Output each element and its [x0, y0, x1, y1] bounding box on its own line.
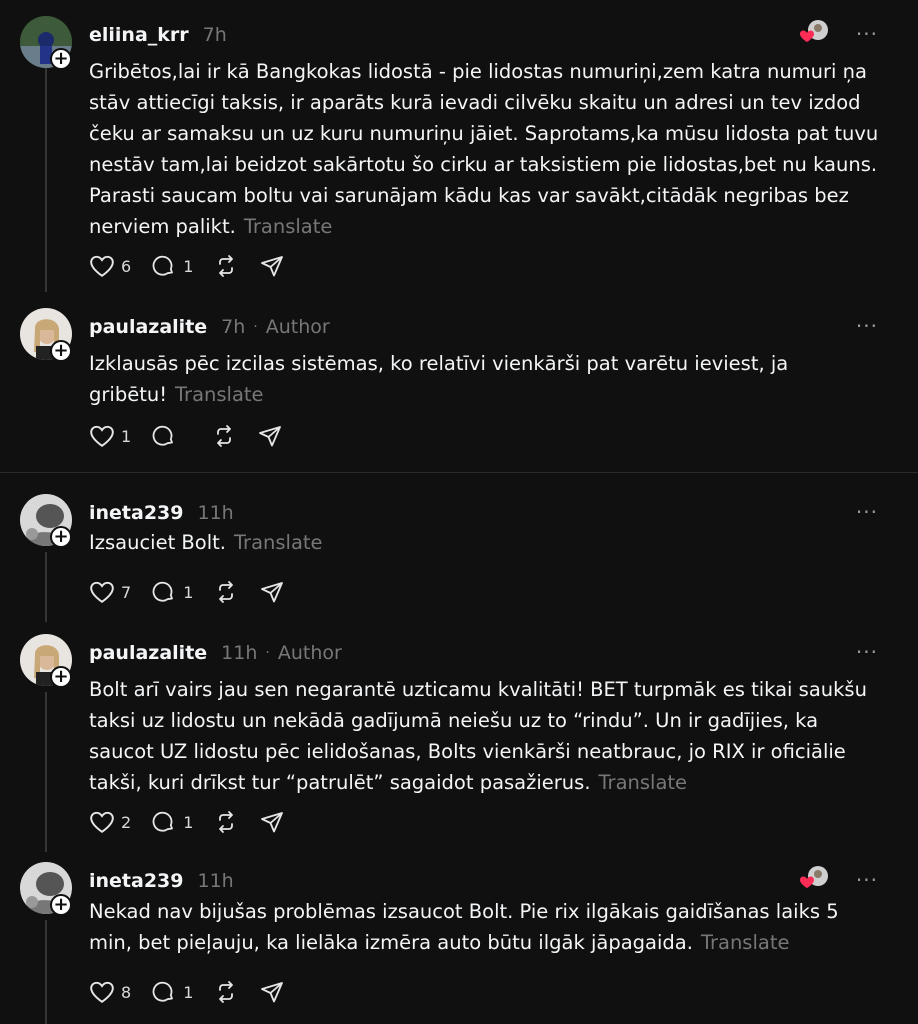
- send-icon: [259, 580, 285, 604]
- heart-icon: [89, 810, 115, 834]
- reply-button[interactable]: [151, 424, 191, 448]
- post-item: [0, 634, 918, 854]
- author-label: Author: [265, 316, 330, 338]
- timestamp[interactable]: 7h: [202, 24, 227, 46]
- repost-icon: [213, 254, 239, 278]
- repost-icon: [213, 810, 239, 834]
- thread-divider: [0, 472, 918, 473]
- separator-dot: ·: [265, 645, 270, 661]
- like-button[interactable]: [89, 810, 131, 834]
- reply-count: 1: [183, 812, 194, 832]
- post-body: Izsauciet Bolt.: [89, 531, 227, 554]
- heart-icon: [89, 254, 115, 278]
- reply-icon: [151, 580, 177, 604]
- translate-link[interactable]: Translate: [175, 383, 264, 406]
- like-button[interactable]: [89, 580, 131, 604]
- follow-plus-button[interactable]: +: [50, 340, 72, 362]
- like-button[interactable]: [89, 254, 131, 278]
- reply-icon: [151, 980, 177, 1004]
- username[interactable]: eliina_krr: [89, 24, 189, 46]
- like-count: 2: [121, 812, 132, 832]
- share-button[interactable]: [259, 254, 285, 278]
- post-body: Izklausās pēc izcilas sistēmas, ko relatīvi vienkārši pat varētu ieviest, ja gribētu!: [89, 352, 789, 406]
- reply-icon: [151, 424, 177, 448]
- repost-icon: [213, 980, 239, 1004]
- follow-plus-button[interactable]: +: [50, 48, 72, 70]
- author-liked-badge: [796, 18, 830, 46]
- follow-plus-button[interactable]: +: [50, 666, 72, 688]
- repost-button[interactable]: [213, 810, 239, 834]
- username[interactable]: paulazalite: [89, 316, 208, 338]
- username[interactable]: ineta239: [89, 870, 184, 892]
- like-button[interactable]: [89, 980, 131, 1004]
- reply-button[interactable]: [151, 580, 193, 604]
- share-button[interactable]: [259, 580, 285, 604]
- reply-count: 1: [183, 582, 194, 602]
- like-count: 1: [121, 426, 132, 446]
- post-text: [89, 527, 879, 558]
- post-item: [0, 494, 918, 614]
- timestamp[interactable]: 11h: [197, 870, 234, 892]
- repost-button[interactable]: [213, 980, 239, 1004]
- repost-icon: [213, 580, 239, 604]
- translate-link[interactable]: Translate: [234, 531, 323, 554]
- reply-button[interactable]: [151, 810, 193, 834]
- repost-button[interactable]: [213, 580, 239, 604]
- post-text: [89, 56, 879, 242]
- send-icon: [259, 980, 285, 1004]
- reply-button[interactable]: [151, 254, 193, 278]
- timestamp[interactable]: 7h: [221, 316, 246, 338]
- post-text: [89, 896, 879, 958]
- send-icon: [259, 810, 285, 834]
- more-options-icon[interactable]: ···: [855, 500, 878, 524]
- post-text: [89, 348, 879, 410]
- share-button[interactable]: [257, 424, 283, 448]
- post-item: [0, 16, 918, 296]
- follow-plus-button[interactable]: +: [50, 526, 72, 548]
- repost-button[interactable]: [213, 254, 239, 278]
- like-count: 7: [121, 582, 132, 602]
- post-body: Bolt arī vairs jau sen negarantē uzticamu kvalitāti! BET turpmāk es tikai saukšu taksi uz lidostu un nekādā gadījumā neiešu uz to “rindu”. Un ir gadījies, ka saucot UZ lidostu pēc ielidošanas, Bolts vienkārši neatbrauc, jo RIX ir oficiālie takši, kuri drīkst tur “patrulēt” sagaidot pasažierus.: [89, 678, 867, 794]
- reply-icon: [151, 810, 177, 834]
- author-liked-badge: [796, 864, 830, 892]
- separator-dot: ·: [253, 319, 258, 335]
- username[interactable]: paulazalite: [89, 642, 208, 664]
- post-item: [0, 862, 918, 1022]
- reply-icon: [151, 254, 177, 278]
- repost-icon: [211, 424, 237, 448]
- send-icon: [259, 254, 285, 278]
- like-button[interactable]: [89, 424, 131, 448]
- post-item: [0, 308, 918, 468]
- more-options-icon[interactable]: ···: [855, 640, 878, 664]
- reply-count: 1: [183, 256, 194, 276]
- reply-button[interactable]: [151, 980, 193, 1004]
- like-count: 8: [121, 982, 132, 1002]
- follow-plus-button[interactable]: +: [50, 894, 72, 916]
- more-options-icon[interactable]: ···: [855, 22, 878, 46]
- like-count: 6: [121, 256, 132, 276]
- heart-icon: [89, 980, 115, 1004]
- username[interactable]: ineta239: [89, 502, 184, 524]
- translate-link[interactable]: Translate: [598, 771, 688, 794]
- translate-link[interactable]: Translate: [243, 215, 333, 238]
- share-button[interactable]: [259, 810, 285, 834]
- post-body: Gribētos,lai ir kā Bangkokas lidostā - pie lidostas numuriņi,zem katra numuri ņa stāv attiecīgi taksis, ir aparāts kurā ievadi cilvēku skaitu un adresi un tev izdod čeku ar samaksu un uz kuru numuriņu jāiet. Saprotams,ka mūsu lidosta pat tuvu nestāv tam,lai beidzot sakārtotu šo cirku ar taksistiem pie lidostas,bet nu kauns. Parasti saucam boltu vai sarunājam kādu kas var savākt,citādāk negribas bez nerviem palikt.: [89, 60, 879, 238]
- heart-icon: [89, 424, 115, 448]
- share-button[interactable]: [259, 980, 285, 1004]
- post-body: Nekad nav bijušas problēmas izsaucot Bolt. Pie rix ilgākais gaidīšanas laiks 5 min, bet pieļauju, ka lielāka izmēra auto būtu ilgāk jāpagaida.: [89, 900, 839, 954]
- reply-count: 1: [183, 982, 194, 1002]
- timestamp[interactable]: 11h: [197, 502, 234, 524]
- translate-link[interactable]: Translate: [700, 931, 790, 954]
- send-icon: [257, 424, 283, 448]
- repost-button[interactable]: [211, 424, 237, 448]
- timestamp[interactable]: 11h: [221, 642, 258, 664]
- post-text: [89, 674, 879, 798]
- more-options-icon[interactable]: ···: [855, 314, 878, 338]
- author-label: Author: [277, 642, 342, 664]
- more-options-icon[interactable]: ···: [855, 868, 878, 892]
- heart-icon: [89, 580, 115, 604]
